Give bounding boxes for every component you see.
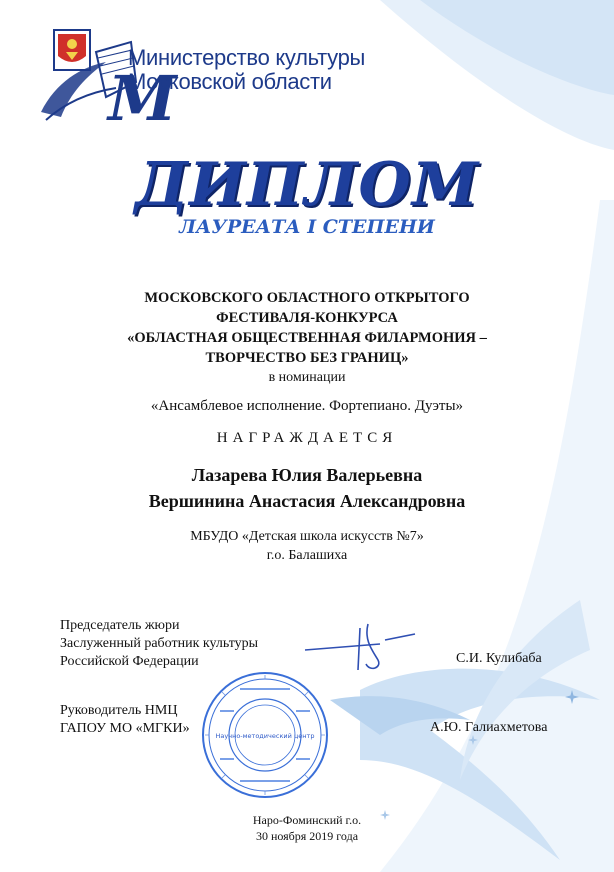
awarded-label: НАГРАЖДАЕТСЯ (216, 430, 398, 446)
recipient-name: Лазарева Юлия Валерьевна (191, 465, 423, 485)
head-signer-name: А.Ю. Галиахметова (430, 720, 548, 735)
sparkle-icon (565, 690, 579, 704)
ministry-line1: Министерство культуры (128, 45, 366, 70)
school-name: МБУДО «Детская школа искусств №7» (190, 529, 424, 544)
ministry-name (128, 46, 365, 94)
stamp-center-text: Научно-методический центр (215, 732, 315, 740)
recipients (0, 462, 614, 514)
head-line1: Руководитель НМЦ (60, 703, 178, 718)
nomination: «Ансамблевое исполнение. Фортепиано. Дуэты» (150, 398, 464, 414)
festival-line3: «ОБЛАСТНАЯ ОБЩЕСТВЕННАЯ ФИЛАРМОНИЯ – (127, 330, 487, 346)
svg-text:М: М (108, 62, 177, 135)
jury-line3: Российской Федерации (60, 654, 199, 669)
head-line2: ГАПОУ МО «МГКИ» (60, 721, 190, 736)
footer-place: Наро-Фоминский г.о. (252, 813, 362, 827)
sparkle-icon (468, 735, 478, 745)
diploma-subtitle: ЛАУРЕАТА I СТЕПЕНИ (179, 216, 435, 238)
head-title (60, 702, 190, 738)
nomination-intro: в номинации (268, 370, 346, 385)
jury-line2: Заслуженный работник культуры (60, 636, 259, 651)
footer-date: 30 ноября 2019 года (255, 829, 359, 843)
footer (0, 812, 614, 844)
diploma-title: ДИПЛОМ (134, 150, 480, 220)
ministry-line2: Московской области (128, 69, 332, 94)
festival-line4: ТВОРЧЕСТВО БЕЗ ГРАНИЦ» (205, 350, 409, 366)
festival-line1: МОСКОВСКОГО ОБЛАСТНОГО ОТКРЫТОГО (144, 290, 470, 306)
festival-line2: ФЕСТИВАЛЯ-КОНКУРСА (216, 310, 398, 326)
jury-signer-name: С.И. Кулибаба (456, 651, 542, 666)
jury-line1: Председатель жюри (60, 618, 180, 633)
recipient-name: Вершинина Анастасия Александровна (148, 491, 466, 511)
official-stamp (200, 670, 330, 800)
school-info (0, 527, 614, 565)
jury-chair-title (60, 617, 258, 671)
school-city: г.о. Балашиха (266, 548, 348, 563)
festival-name (0, 288, 614, 368)
